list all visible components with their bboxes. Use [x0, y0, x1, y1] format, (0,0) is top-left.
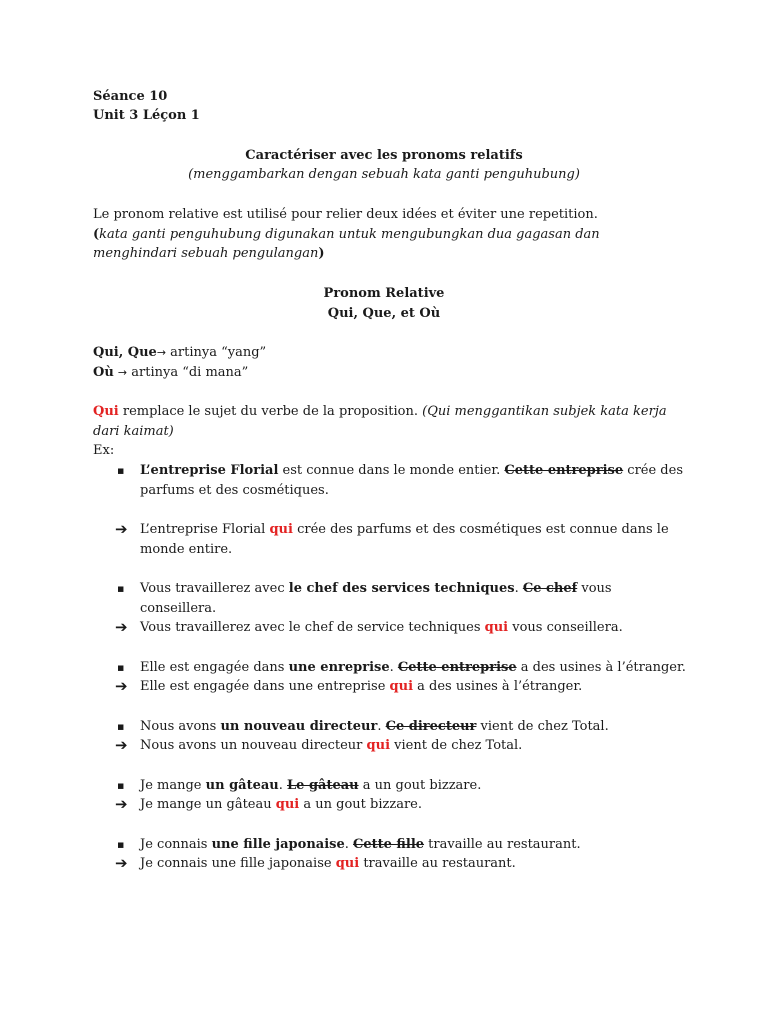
example-1-result-cont: monde entire.	[140, 542, 233, 557]
example-2-result: Vous travaillerez avec le chef de service techniques qui vous conseillera.	[140, 620, 623, 635]
unit-heading: Unit 3 Léçon 1	[93, 108, 200, 123]
example-1-sentence: L’entreprise Florial est connue dans le monde entier. Cette entreprise crée des	[140, 463, 683, 478]
right-arrow-icon: ➔	[115, 795, 128, 813]
example-2-sentence: Vous travaillerez avec le chef des services techniques. Ce chef vous	[140, 581, 612, 596]
square-bullet-icon: ▪	[117, 464, 125, 477]
example-2-sentence-cont: conseillera.	[140, 601, 217, 616]
right-arrow-icon: ➔	[115, 854, 128, 872]
square-bullet-icon: ▪	[117, 661, 125, 674]
right-arrow-icon: ➔	[115, 618, 128, 636]
intro-fr: Le pronom relative est utilisé pour relier deux idées et éviter une repetition.	[93, 207, 598, 222]
example-label: Ex:	[93, 443, 115, 458]
page-title-translation: (menggambarkan dengan sebuah kata ganti penguhubung)	[188, 167, 580, 182]
example-5-sentence: Je mange un gâteau. Le gâteau a un gout bizzare.	[140, 778, 482, 793]
example-5-result: Je mange un gâteau qui a un gout bizzare.	[140, 797, 422, 812]
example-1-result: L’entreprise Florial qui crée des parfums et des cosmétiques est connue dans le	[140, 522, 669, 537]
right-arrow-icon: →	[156, 346, 167, 359]
page-title: Caractériser avec les pronoms relatifs	[245, 148, 523, 163]
intro-id-line1: (kata ganti penguhubung digunakan untuk mengubungkan dua gagasan dan	[93, 227, 600, 242]
right-arrow-icon: ➔	[115, 520, 128, 538]
right-arrow-icon: →	[117, 366, 128, 379]
right-arrow-icon: ➔	[115, 677, 128, 695]
meaning-ou: Où → artinya “di mana”	[93, 365, 249, 380]
square-bullet-icon: ▪	[117, 720, 125, 733]
example-4-result: Nous avons un nouveau directeur qui vient de chez Total.	[140, 738, 523, 753]
example-1-sentence-cont: parfums et des cosmétiques.	[140, 483, 329, 498]
qui-rule: Qui remplace le sujet du verbe de la proposition. (Qui menggantikan subjek kata kerja	[93, 404, 667, 419]
example-4-sentence: Nous avons un nouveau directeur. Ce directeur vient de chez Total.	[140, 719, 609, 734]
seance-heading: Séance 10	[93, 89, 168, 104]
qui-rule-translation-cont: dari kaimat)	[93, 424, 174, 439]
example-6-result: Je connais une fille japonaise qui travaille au restaurant.	[140, 856, 516, 871]
square-bullet-icon: ▪	[117, 838, 125, 851]
example-3-result: Elle est engagée dans une entreprise qui a des usines à l’étranger.	[140, 679, 583, 694]
example-3-sentence: Elle est engagée dans une enreprise. Cette entreprise a des usines à l’étranger.	[140, 660, 686, 675]
square-bullet-icon: ▪	[117, 779, 125, 792]
section-title: Pronom Relative	[323, 286, 445, 301]
meaning-qui-que: Qui, Que→ artinya “yang”	[93, 345, 267, 360]
example-6-sentence: Je connais une fille japonaise. Cette fille travaille au restaurant.	[140, 837, 581, 852]
section-subtitle: Qui, Que, et Où	[327, 306, 441, 321]
intro-id-line2: menghindari sebuah pengulangan)	[93, 246, 325, 261]
square-bullet-icon: ▪	[117, 582, 125, 595]
right-arrow-icon: ➔	[115, 736, 128, 754]
